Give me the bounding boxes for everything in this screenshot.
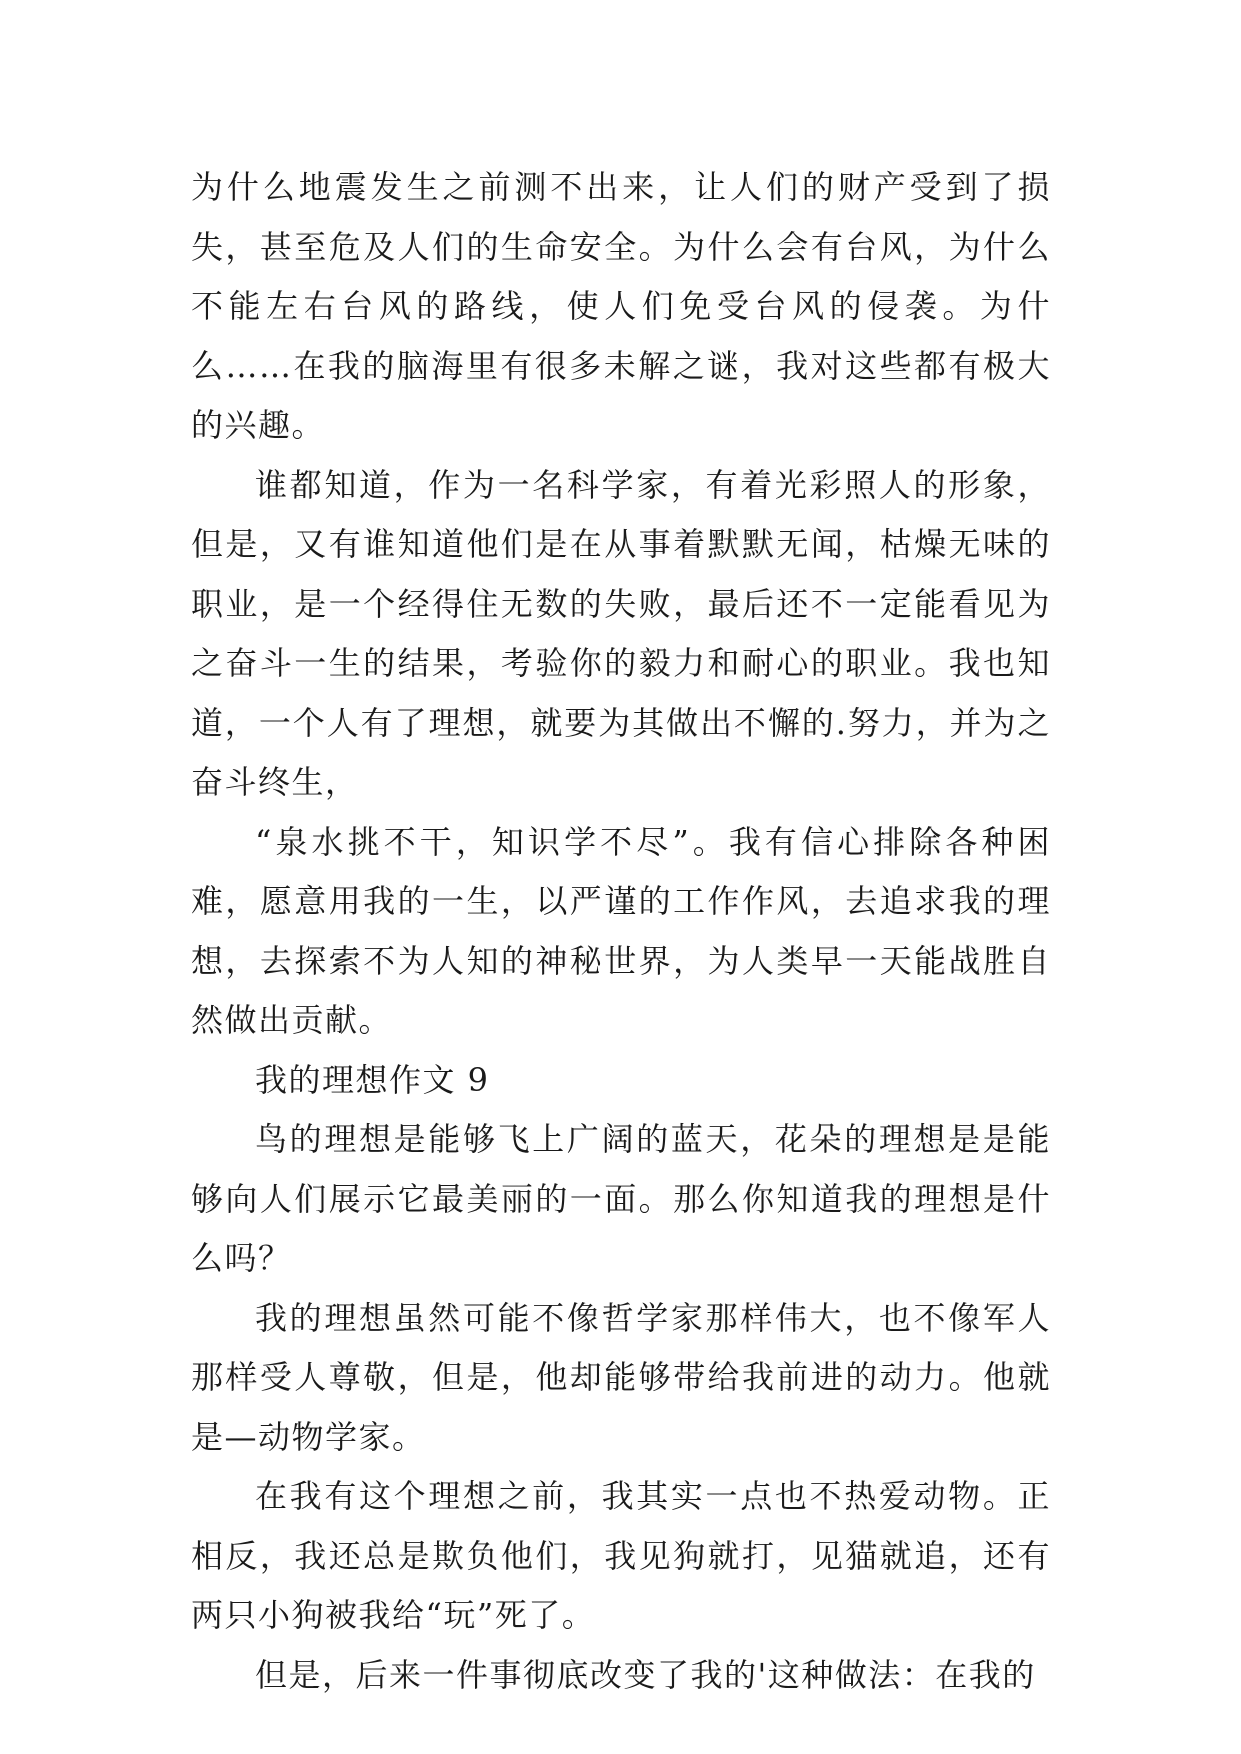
paragraph-4: 鸟的理想是能够飞上广阔的蓝天，花朵的理想是是能够向人们展示它最美丽的一面。那么你知道我的理想是什么吗？: [191, 1120, 1051, 1277]
document-body: [191, 158, 1051, 1705]
paragraph-7: 但是，后来一件事彻底改变了我的'这种做法：在我的: [255, 1655, 1036, 1694]
paragraph-6: 在我有这个理想之前，我其实一点也不热爱动物。正相反，我还总是欺负他们，我见狗就打，见猫就追，还有两只小狗被我给“玩”死了。: [191, 1477, 1051, 1634]
paragraph-5: 我的理想虽然可能不像哲学家那样伟大，也不像军人那样受人尊敬，但是，他却能够带给我前进的动力。他就是—动物学家。: [191, 1298, 1051, 1456]
paragraph-2: 谁都知道，作为一名科学家，有着光彩照人的形象，但是，又有谁知道他们是在从事着默默无闻，枯燥无味的职业，是一个经得住无数的失败，最后还不一定能看见为之奋斗一生的结果，考验你的毅力和耐心的职业。我也知道，一个人有了理想，就要为其做出不懈的.努力，并为之奋斗终生，: [191, 465, 1051, 801]
section-heading: 我的理想作文 9: [255, 1060, 490, 1099]
paragraph-1: 为什么地震发生之前测不出来，让人们的财产受到了损失，甚至危及人们的生命安全。为什么会有台风，为什么不能左右台风的路线，使人们免受台风的侵袭。为什么……在我的脑海里有很多未解之谜，我对这些都有极大的兴趣。: [191, 168, 1051, 444]
paragraph-3: “泉水挑不干，知识学不尽”。我有信心排除各种困难，愿意用我的一生，以严谨的工作作风，去追求我的理想，去探索不为人知的神秘世界，为人类早一天能战胜自然做出贡献。: [191, 822, 1051, 1039]
